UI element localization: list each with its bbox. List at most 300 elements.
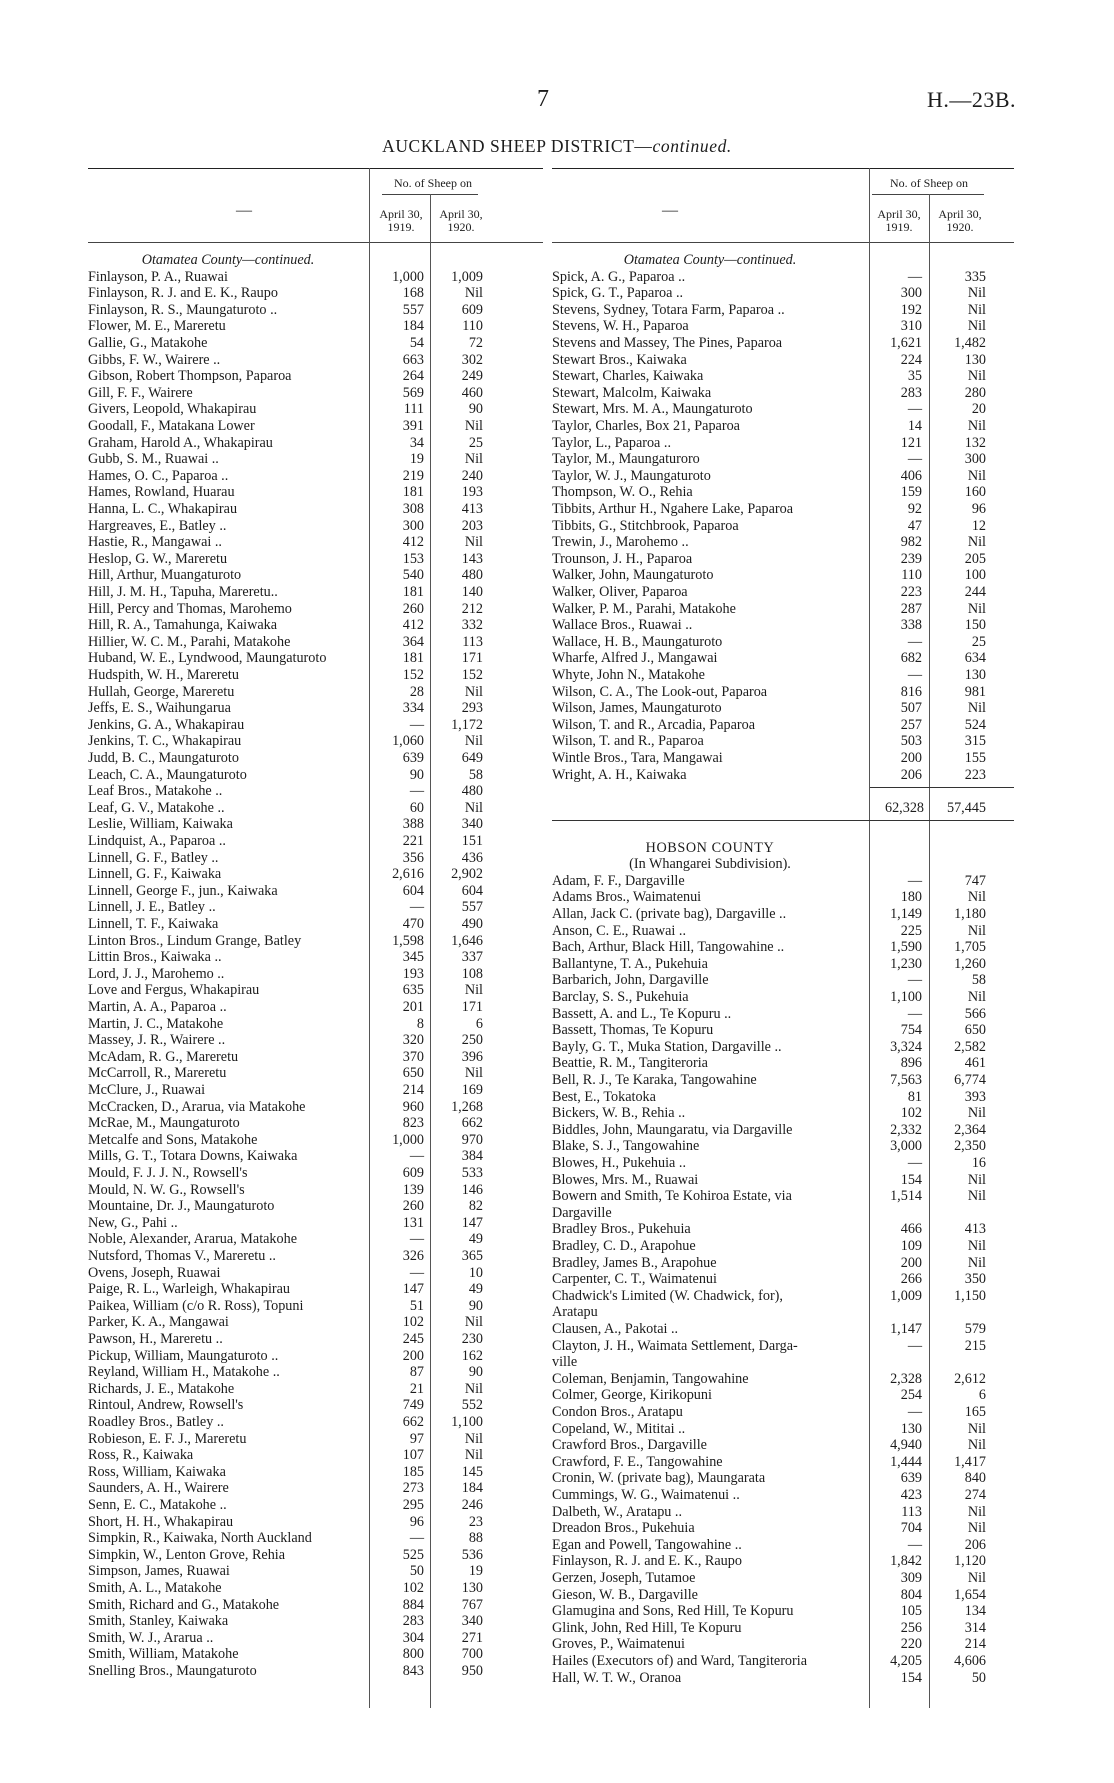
- sheep-1919: 131: [402, 1214, 424, 1231]
- sheep-1919: 310: [900, 318, 922, 335]
- table-row: [88, 617, 543, 634]
- sheep-1920: 145: [461, 1463, 483, 1480]
- sheep-1919: 823: [402, 1115, 424, 1132]
- sheep-1920: 384: [461, 1148, 483, 1165]
- owner-name: Huband, W. E., Lyndwood, Maungaturoto: [88, 650, 327, 667]
- sheep-1920: 249: [461, 368, 483, 385]
- table-row: [88, 1464, 543, 1481]
- sheep-1920: Nil: [967, 368, 986, 385]
- table-row: [552, 733, 1014, 750]
- owner-name: Wintle Bros., Tara, Mangawai: [552, 750, 723, 766]
- sheep-1920: 280: [964, 384, 986, 401]
- sheep-1919: 843: [402, 1663, 424, 1679]
- owner-name: Bradley Bros., Pukehuia: [552, 1221, 691, 1238]
- owner-name: Simpson, James, Ruawai: [88, 1563, 230, 1580]
- sheep-1920: 604: [461, 882, 483, 899]
- owner-name: Saunders, A. H., Wairere: [88, 1480, 229, 1497]
- table-row: [88, 1115, 543, 1132]
- sheep-1919: 2,616: [392, 866, 424, 883]
- sheep-1919: 816: [900, 683, 922, 700]
- owner-name: Wilson, James, Maungaturoto: [552, 700, 722, 717]
- sheep-1920: 393: [964, 1088, 986, 1105]
- sheep-1920: 1,482: [954, 335, 986, 351]
- table-row: [88, 949, 543, 966]
- sheep-1919: 406: [900, 467, 922, 484]
- sheep-1919: —: [409, 1231, 424, 1248]
- table-row: [88, 1630, 543, 1647]
- table-row: [552, 368, 1014, 385]
- table-row: [88, 1331, 543, 1348]
- sheep-1920: 16: [971, 1155, 986, 1172]
- owner-name: Jenkins, T. C., Whakapirau: [88, 733, 242, 750]
- table-row: [88, 567, 543, 584]
- owner-name: Bassett, A. and L., Te Kopuru ..: [552, 1005, 732, 1022]
- table-row: [552, 700, 1014, 717]
- sheep-1919: 388: [402, 816, 424, 833]
- table-row: [552, 1238, 1014, 1255]
- table-row: [88, 1348, 543, 1365]
- left-column: [88, 168, 543, 1708]
- sheep-1920: 49: [468, 1231, 483, 1248]
- owner-name: Groves, P., Waimatenui: [552, 1636, 685, 1653]
- table-row: [552, 989, 1014, 1006]
- right-column: [552, 168, 1014, 1708]
- sheep-1920: 1,150: [954, 1287, 986, 1304]
- owner-name: Stewart, Mrs. M. A., Maungaturoto: [552, 401, 753, 418]
- table-row: [88, 601, 543, 618]
- sheep-1919: 3,324: [890, 1038, 922, 1055]
- sheep-1919: 800: [402, 1646, 424, 1663]
- owner-name: Smith, Richard and G., Matakohe: [88, 1596, 280, 1613]
- table-row: [88, 717, 543, 734]
- sheep-1920: Nil: [464, 799, 483, 816]
- owner-name: Hanna, L. C., Whakapirau: [88, 501, 238, 517]
- owner-name: Flower, M. E., Mareretu: [88, 318, 226, 335]
- table-row: [88, 833, 543, 850]
- table-row: [88, 335, 543, 352]
- sheep-1920: 1,268: [451, 1098, 483, 1115]
- sheep-1919: 107: [402, 1447, 424, 1464]
- sheep-1920: 2,350: [954, 1138, 986, 1155]
- sheep-1919: 7,563: [890, 1072, 922, 1089]
- sheep-1920: 650: [964, 1022, 986, 1039]
- owner-name: Hailes (Executors of) and Ward, Tangiteroria: [552, 1653, 807, 1670]
- sheep-1919: 159: [900, 484, 922, 501]
- owner-name: Bach, Arthur, Black Hill, Tangowahine ..: [552, 939, 785, 956]
- owner-name: Ross, R., Kaiwaka: [88, 1447, 194, 1464]
- sheep-1919: 884: [402, 1596, 424, 1613]
- owner-name: Cronin, W. (private bag), Maungarata: [552, 1470, 766, 1487]
- table-row: [88, 551, 543, 568]
- owner-name: Hames, Rowland, Huarau: [88, 484, 235, 501]
- sheep-1919: 47: [907, 517, 922, 534]
- sheep-1919: 256: [900, 1619, 922, 1636]
- table-row: [552, 352, 1014, 369]
- owner-name: Biddles, John, Maungaratu, via Dargaville: [552, 1121, 793, 1138]
- table-row: [552, 889, 1014, 906]
- table-row: [88, 650, 543, 667]
- sheep-1920: Nil: [967, 1105, 986, 1122]
- sheep-1919: 97: [409, 1430, 424, 1447]
- sheep-1920: Nil: [967, 1238, 986, 1255]
- owner-name: Hames, O. C., Paparoa ..: [88, 467, 229, 484]
- owner-name: Leaf, G. V., Matakohe ..: [88, 799, 225, 816]
- totals-rule: [870, 787, 1014, 788]
- sheep-1919: 3,000: [890, 1138, 922, 1155]
- table-row: [552, 1221, 1014, 1238]
- owner-name: Lord, J. J., Marohemo ..: [88, 965, 225, 982]
- table-row: [552, 401, 1014, 418]
- owner-name: Wallace Bros., Ruawai ..: [552, 617, 693, 634]
- sheep-1919: 130: [900, 1420, 922, 1437]
- owner-name: Hargreaves, E., Batley ..: [88, 517, 227, 534]
- owner-name: Egan and Powell, Tangowahine ..: [552, 1536, 742, 1553]
- county-title: [552, 840, 1014, 857]
- owner-name: Hudspith, W. H., Mareretu: [88, 667, 239, 683]
- sheep-1920: Nil: [967, 285, 986, 302]
- table-row: [552, 750, 1014, 767]
- owner-name: Roadley Bros., Batley ..: [88, 1414, 224, 1430]
- table-row: [88, 1281, 543, 1298]
- sheep-1919: 287: [900, 600, 922, 617]
- table-row: [88, 1032, 543, 1049]
- owner-name: Ross, William, Kaiwaka: [88, 1463, 226, 1480]
- sheep-1920: 90: [468, 1364, 483, 1381]
- table-row: [88, 1231, 543, 1248]
- sheep-1919: 51: [409, 1297, 424, 1314]
- sheep-1919: —: [907, 1155, 922, 1172]
- owner-name: McAdam, R. G., Mareretu: [88, 1048, 239, 1065]
- sheep-1919: 121: [900, 434, 922, 451]
- sheep-1919: 50: [409, 1563, 424, 1580]
- owner-name: Taylor, M., Maungaturoro: [552, 451, 700, 468]
- table-row: [552, 1437, 1014, 1454]
- sheep-1920: Nil: [967, 1254, 986, 1271]
- owner-name: Anson, C. E., Ruawai ..: [552, 922, 686, 939]
- sheep-1919: 192: [900, 301, 922, 318]
- owner-name: Linnell, George F., jun., Kaiwaka: [88, 882, 278, 899]
- sheep-1920: 205: [964, 550, 986, 567]
- sheep-1919: 260: [402, 1198, 424, 1215]
- sheep-1919: 609: [402, 1165, 424, 1181]
- sheep-1919: 503: [900, 733, 922, 750]
- table-row: [552, 717, 1014, 734]
- sheep-1920: 72: [468, 335, 483, 351]
- sheep-1920: 460: [461, 384, 483, 401]
- table-row: [552, 501, 1014, 518]
- sheep-1919: 309: [900, 1570, 922, 1587]
- sheep-1919: —: [409, 716, 424, 733]
- sheep-1920: 113: [462, 633, 483, 650]
- owner-name: Stevens, W. H., Paparoa: [552, 318, 689, 335]
- sheep-1920: 6,774: [954, 1072, 986, 1089]
- owner-name: Taylor, W. J., Maungaturoto: [552, 467, 711, 484]
- sheep-1919: 14: [907, 418, 922, 434]
- sheep-1920: Nil: [464, 733, 483, 750]
- owner-name: Massey, J. R., Wairere ..: [88, 1032, 226, 1049]
- sheep-1919: 154: [900, 1171, 922, 1188]
- right-header: [552, 168, 1014, 242]
- owner-name: Taylor, Charles, Box 21, Paparoa: [552, 418, 740, 434]
- table-row: [552, 1271, 1014, 1288]
- sheep-1919: 320: [402, 1032, 424, 1049]
- owner-name: Adam, F. F., Dargaville: [552, 872, 685, 889]
- table-row: [88, 1663, 543, 1680]
- left-header-year2: April 30, 1920.: [439, 207, 483, 234]
- owner-name: Taylor, L., Paparoa ..: [552, 434, 671, 451]
- owner-name: Bradley, C. D., Arapohue: [552, 1238, 696, 1255]
- sheep-1920: 90: [468, 401, 483, 418]
- table-row: [88, 1215, 543, 1232]
- table-row: [88, 534, 543, 551]
- sheep-1920: 25: [971, 633, 986, 650]
- table-row: [88, 1397, 543, 1414]
- owner-name: Glamugina and Sons, Red Hill, Te Kopuru: [552, 1603, 794, 1620]
- sheep-1920: 396: [461, 1048, 483, 1065]
- sheep-1920: 212: [461, 600, 483, 617]
- owner-name: Linnell, J. E., Batley ..: [88, 899, 216, 916]
- owner-name: Bayly, G. T., Muka Station, Dargaville ..: [552, 1038, 782, 1055]
- sheep-1919: 200: [900, 1254, 922, 1271]
- sheep-1919: 54: [409, 335, 424, 351]
- sheep-1920: 413: [964, 1221, 986, 1238]
- owner-name: Gibbs, F. W., Wairere ..: [88, 351, 221, 368]
- sheep-1920: Nil: [464, 1430, 483, 1447]
- right-header-bottom-rule: [552, 242, 1014, 243]
- table-row: [552, 939, 1014, 956]
- sheep-1919: 28: [409, 683, 424, 700]
- sheep-1919: 283: [402, 1613, 424, 1630]
- sheep-1920: 110: [462, 318, 483, 335]
- totals-row: [552, 800, 1014, 817]
- table-row: [552, 923, 1014, 940]
- sheep-1920: 490: [461, 916, 483, 932]
- owner-name: Bowern and Smith, Te Kohiroa Estate, via: [552, 1188, 792, 1205]
- sheep-1920: 970: [461, 1131, 483, 1148]
- sheep-1920: Nil: [967, 1437, 986, 1454]
- sheep-1920: 184: [461, 1480, 483, 1497]
- right-header-group: No. of Sheep on: [890, 176, 968, 190]
- sheep-1919: —: [907, 667, 922, 683]
- owner-name: Ovens, Joseph, Ruawai: [88, 1264, 221, 1281]
- owner-name: Crawford Bros., Dargaville: [552, 1437, 707, 1454]
- sheep-1920: Nil: [967, 418, 986, 434]
- sheep-1919: 220: [900, 1636, 922, 1653]
- sheep-1920: 130: [964, 351, 986, 368]
- table-row: [88, 1414, 543, 1431]
- owner-name: Dargaville: [552, 1204, 612, 1221]
- sheep-1920: 1,705: [954, 939, 986, 956]
- sheep-1919: 308: [402, 501, 424, 517]
- sheep-1920: Nil: [967, 1520, 986, 1537]
- sheep-1920: 337: [461, 949, 483, 966]
- sheep-1919: 254: [900, 1387, 922, 1404]
- sheep-1920: 130: [461, 1580, 483, 1596]
- table-row: [88, 899, 543, 916]
- sheep-1920: 108: [461, 965, 483, 982]
- sheep-1920: 340: [461, 1613, 483, 1630]
- owner-name: Paige, R. L., Warleigh, Whakapirau: [88, 1281, 291, 1298]
- table-row: [552, 1089, 1014, 1106]
- table-row: [552, 1072, 1014, 1089]
- owner-name: Smith, William, Matakohe: [88, 1646, 239, 1663]
- table-row: [552, 1105, 1014, 1122]
- table-row: [88, 1381, 543, 1398]
- table-row: [88, 1547, 543, 1564]
- sheep-1919: 273: [402, 1480, 424, 1497]
- sheep-1920: 981: [964, 683, 986, 700]
- sheep-1920: 552: [461, 1397, 483, 1414]
- sheep-1919: 1,000: [392, 1131, 424, 1148]
- table-row: [88, 302, 543, 319]
- table-row: [88, 1613, 543, 1630]
- sheep-1919: 1,000: [392, 268, 424, 285]
- sheep-1919: 1,100: [890, 989, 922, 1006]
- sheep-1919: 200: [402, 1347, 424, 1364]
- sheep-1919: 650: [402, 1065, 424, 1082]
- owner-name: Reyland, William H., Matakohe ..: [88, 1364, 280, 1381]
- sheep-1919: 1,009: [890, 1287, 922, 1304]
- sheep-1919: 260: [402, 600, 424, 617]
- table-row: [552, 484, 1014, 501]
- sheep-1920: 1,654: [954, 1586, 986, 1603]
- table-row: [552, 468, 1014, 485]
- owner-name: Wharfe, Alfred J., Mangawai: [552, 650, 718, 667]
- sheep-1919: 507: [900, 700, 922, 717]
- owner-name: Simpkin, R., Kaiwaka, North Auckland: [88, 1530, 312, 1547]
- sheep-1919: 1,230: [890, 955, 922, 972]
- sheep-1920: 19: [468, 1563, 483, 1580]
- sheep-1919: 168: [402, 285, 424, 302]
- sheep-1919: —: [409, 899, 424, 916]
- sheep-1920: 140: [461, 584, 483, 600]
- table-row: [552, 1006, 1014, 1023]
- table-row: [88, 916, 543, 933]
- table-row: [88, 1148, 543, 1165]
- sheep-1919: 604: [402, 882, 424, 899]
- sheep-1920: Nil: [464, 451, 483, 468]
- sheep-1920: 300: [964, 451, 986, 468]
- table-row: [552, 956, 1014, 973]
- sheep-1919: 1,621: [890, 335, 922, 351]
- sheep-1920: 700: [461, 1646, 483, 1663]
- owner-name: Gallie, G., Matakohe: [88, 335, 208, 351]
- owner-name: Leslie, William, Kaiwaka: [88, 816, 233, 833]
- sheep-1919: 1,590: [890, 939, 922, 956]
- owner-name: McCracken, D., Ararua, via Matakohe: [88, 1098, 306, 1115]
- table-row: [88, 484, 543, 501]
- owner-name: Wilson, T. and R., Paparoa: [552, 733, 704, 750]
- owner-name: Tibbits, G., Stitchbrook, Paparoa: [552, 517, 739, 534]
- sheep-1919: 266: [900, 1271, 922, 1288]
- table-row-continuation: [552, 1304, 1014, 1321]
- sheep-1920: Nil: [967, 1420, 986, 1437]
- sheep-1920: 1,100: [451, 1414, 483, 1430]
- owner-name: Hillier, W. C. M., Parahi, Matakohe: [88, 633, 291, 650]
- owner-name: Stewart, Malcolm, Kaiwaka: [552, 384, 712, 401]
- table-row: [552, 1670, 1014, 1687]
- table-row: [88, 883, 543, 900]
- section-heading-inner: Otamatea County—continued.: [141, 252, 315, 268]
- owner-name: Paikea, William (c/o R. Ross), Topuni: [88, 1297, 304, 1314]
- sheep-1920: Nil: [464, 534, 483, 551]
- owner-name: Adams Bros., Waimatenui: [552, 889, 702, 906]
- owner-name: Blowes, H., Pukehuia ..: [552, 1155, 686, 1172]
- sheep-1920: 147: [461, 1214, 483, 1231]
- sheep-1920: 244: [964, 584, 986, 600]
- sheep-1920: 436: [461, 849, 483, 866]
- table-row: [552, 1122, 1014, 1139]
- table-row: [552, 1138, 1014, 1155]
- total-1919: 62,328: [884, 799, 924, 816]
- sheep-1920: 151: [461, 833, 483, 849]
- sheep-1920: Nil: [967, 989, 986, 1006]
- table-row: [88, 1646, 543, 1663]
- sheep-1919: —: [409, 1530, 424, 1547]
- sheep-1919: 102: [402, 1314, 424, 1331]
- sheep-1920: 4,606: [954, 1653, 986, 1670]
- table-row: [88, 1265, 543, 1282]
- sheep-1920: Nil: [967, 467, 986, 484]
- sheep-1920: 132: [964, 434, 986, 451]
- table-row: [88, 285, 543, 302]
- owner-name: Richards, J. E., Matakohe: [88, 1380, 235, 1397]
- table-row: [552, 584, 1014, 601]
- table-row: [88, 385, 543, 402]
- sheep-1920: 206: [964, 1536, 986, 1553]
- table-row: [88, 318, 543, 335]
- owner-name: Wallace, H. B., Maungaturoto: [552, 633, 723, 650]
- owner-name: Martin, J. C., Matakohe: [88, 1015, 224, 1032]
- table-row: [552, 1321, 1014, 1338]
- sheep-1920: 246: [461, 1497, 483, 1513]
- owner-name: McCarroll, R., Mareretu: [88, 1065, 227, 1082]
- sheep-1920: 274: [964, 1487, 986, 1504]
- sheep-1919: 470: [402, 916, 424, 932]
- sheep-1919: 239: [900, 550, 922, 567]
- sheep-1920: 250: [461, 1032, 483, 1049]
- sheep-1919: 87: [409, 1364, 424, 1381]
- sheep-1920: 90: [468, 1297, 483, 1314]
- table-row: [88, 1248, 543, 1265]
- sheep-1919: 525: [402, 1546, 424, 1563]
- sheep-1919: —: [907, 872, 922, 889]
- table-row: [552, 684, 1014, 701]
- owner-name: Coleman, Benjamin, Tangowahine: [552, 1370, 749, 1387]
- owner-name: Graham, Harold A., Whakapirau: [88, 434, 273, 451]
- table-row: [88, 435, 543, 452]
- sheep-1920: 293: [461, 700, 483, 717]
- sheep-1919: 90: [409, 766, 424, 783]
- owner-name: Pawson, H., Mareretu ..: [88, 1331, 223, 1347]
- sheep-1920: 332: [461, 617, 483, 634]
- sheep-1920: 557: [461, 899, 483, 916]
- sheep-1919: 412: [402, 534, 424, 551]
- sheep-1920: 840: [964, 1470, 986, 1487]
- sheep-1920: 1,646: [451, 932, 483, 949]
- sheep-1919: 154: [900, 1669, 922, 1686]
- table-row: [88, 733, 543, 750]
- owner-name: Trounson, J. H., Paparoa: [552, 550, 693, 567]
- owner-name: Glink, John, Red Hill, Te Kopuru: [552, 1619, 742, 1636]
- table-row: [88, 667, 543, 684]
- table-row: [88, 1431, 543, 1448]
- sheep-1920: 2,902: [451, 866, 483, 883]
- sheep-1920: 767: [461, 1596, 483, 1613]
- sheep-1920: Nil: [464, 683, 483, 700]
- table-row: [552, 418, 1014, 435]
- sheep-1920: Nil: [967, 1503, 986, 1520]
